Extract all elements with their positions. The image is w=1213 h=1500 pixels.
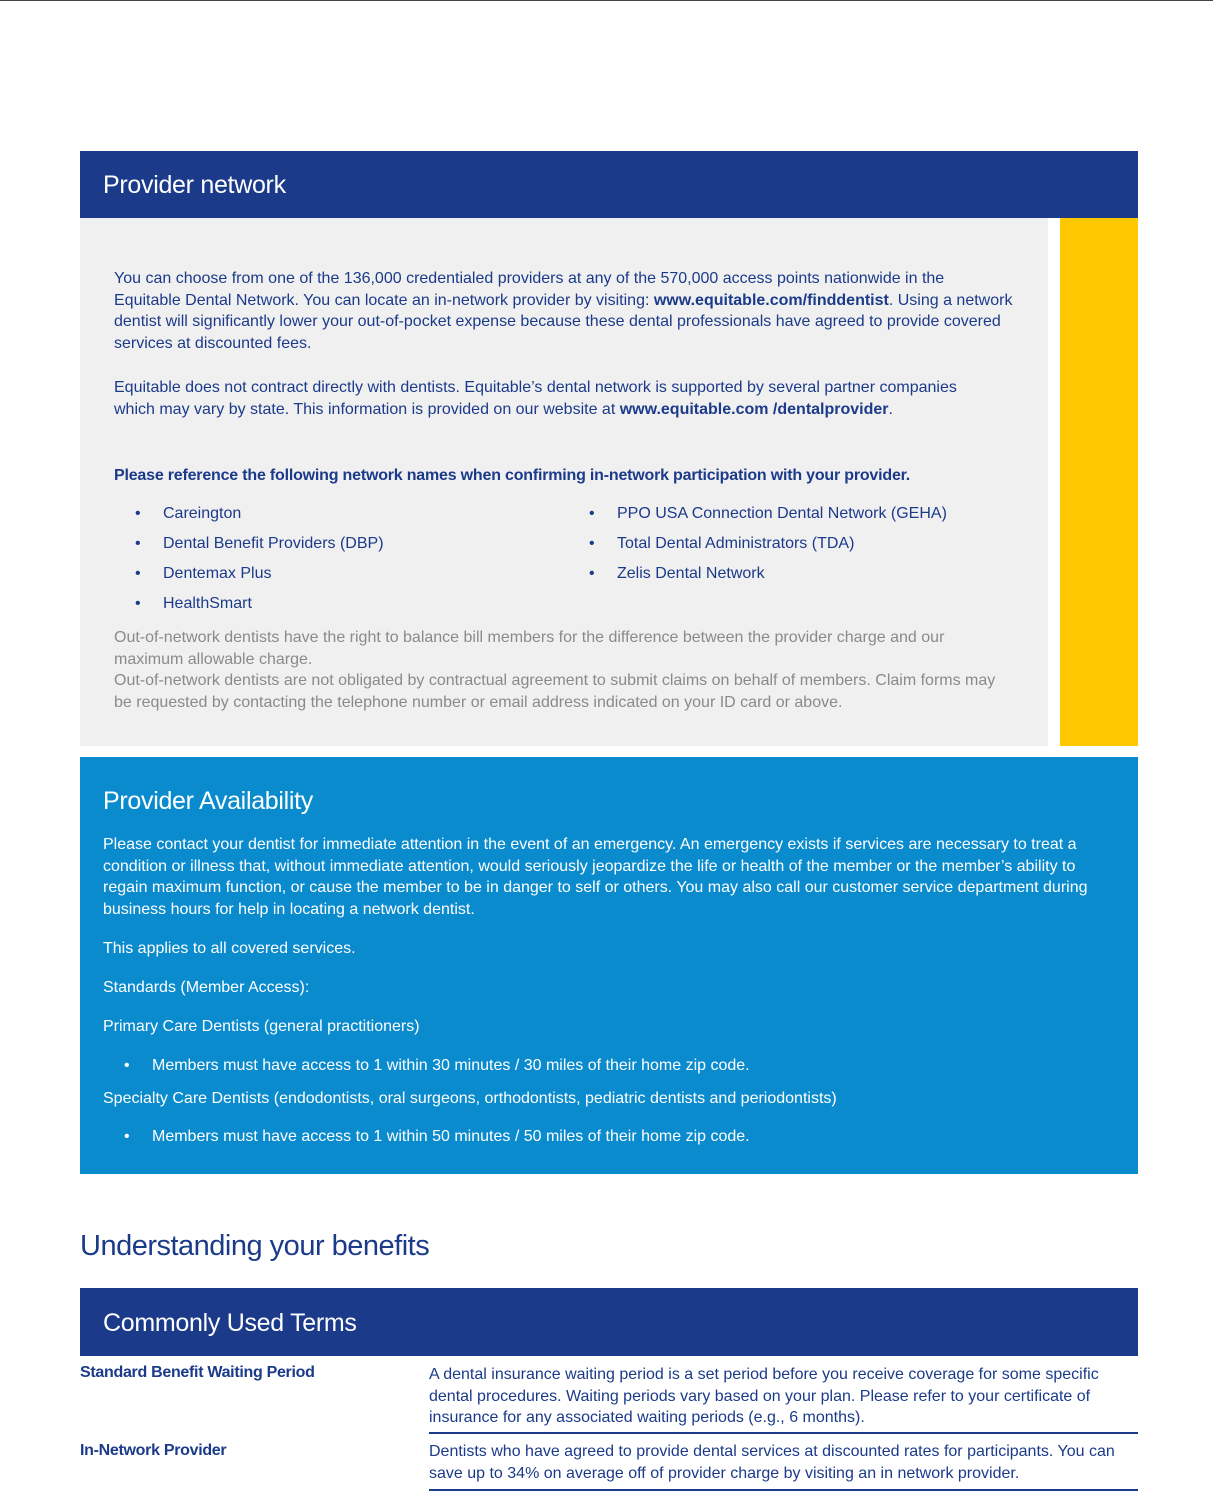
provider-availability-title: Provider Availability bbox=[103, 787, 314, 815]
list-item: • Careington bbox=[114, 504, 384, 534]
provider-network-paragraph-1: You can choose from one of the 136,000 credentialed providers at any of the 570,000 access points nationwide in the Equitable Dental Network. You can locate an in-network provider by visiting: www.equitable.com/finddentist. Using a network dentist will significantly lower your out-of-pocket expense because these dental professionals have agreed to provide covered services at discounted fees. bbox=[114, 270, 1013, 352]
list-item: • Zelis Dental Network bbox=[568, 564, 947, 594]
term-label: In-Network Provider bbox=[80, 1442, 227, 1459]
provider-network-title: Provider network bbox=[103, 171, 286, 199]
out-of-network-note-1: Out-of-network dentists have the right to balance bill members for the difference between the provider charge and our maximum allowable charge. bbox=[114, 629, 945, 668]
specialty-care-access-bullet: • Members must have access to 1 within 50 minutes / 50 miles of their home zip code. bbox=[103, 1126, 750, 1148]
primary-care-access-bullet: • Members must have access to 1 within 30 minutes / 30 miles of their home zip code. bbox=[103, 1055, 750, 1077]
dental-provider-link[interactable]: www.equitable.com /dentalprovider bbox=[619, 400, 889, 418]
specialty-care-heading: Specialty Care Dentists (endodontists, oral surgeons, orthodontists, pediatric dentists and periodontists) bbox=[103, 1090, 837, 1107]
commonly-used-terms-title: Commonly Used Terms bbox=[103, 1309, 357, 1337]
list-item: • PPO USA Connection Dental Network (GEHA) bbox=[568, 504, 947, 534]
understanding-benefits-title: Understanding your benefits bbox=[80, 1230, 430, 1262]
network-names-instruction: Please reference the following network names when confirming in-network participation with your provider. bbox=[114, 467, 911, 484]
list-item: • Dentemax Plus bbox=[114, 564, 384, 594]
network-list-left bbox=[114, 504, 384, 624]
commonly-used-terms-header bbox=[80, 1288, 1138, 1356]
top-rule bbox=[0, 0, 1213, 1]
list-item: • Dental Benefit Providers (DBP) bbox=[114, 534, 384, 564]
provider-availability-panel bbox=[80, 757, 1138, 1174]
covered-services-note: This applies to all covered services. bbox=[103, 940, 356, 957]
list-item: • Total Dental Administrators (TDA) bbox=[568, 534, 947, 564]
yellow-accent-bar bbox=[1060, 218, 1138, 746]
primary-care-heading: Primary Care Dentists (general practitioners) bbox=[103, 1018, 420, 1035]
standards-heading: Standards (Member Access): bbox=[103, 979, 310, 996]
out-of-network-note-2: Out-of-network dentists are not obligated by contractual agreement to submit claims on behalf of members. Claim forms may be requested by contacting the telephone number or email address indicated on your ID card or above. bbox=[114, 672, 996, 711]
term-definition: Dentists who have agreed to provide dental services at discounted rates for participants. You can save up to 34% on average off of provider charge by visiting an in network provider. bbox=[429, 1441, 1138, 1491]
term-label: Standard Benefit Waiting Period bbox=[80, 1364, 315, 1381]
emergency-paragraph: Please contact your dentist for immediate attention in the event of an emergency. An emergency exists if services are necessary to treat a condition or illness that, without immediate attention, would seriously jeopardize the life or health of the member or the member’s ability to regain maximum function, or cause the member to be in danger to self or others. You may also call our customer service department during business hours for help in locating a network dentist. bbox=[103, 836, 1088, 918]
find-dentist-link[interactable]: www.equitable.com/finddentist bbox=[653, 291, 889, 309]
provider-network-header bbox=[80, 151, 1138, 218]
list-item: • HealthSmart bbox=[114, 594, 384, 624]
provider-network-paragraph-2: Equitable does not contract directly with dentists. Equitable’s dental network is supported by several partner companies which may vary by state. This information is provided on our website at www.equitable.com /dentalprovider. bbox=[114, 379, 957, 418]
network-list-right bbox=[568, 504, 947, 594]
term-definition: A dental insurance waiting period is a set period before you receive coverage for some specific dental procedures. Waiting periods vary based on your plan. Please refer to your certificate of insurance for any associated waiting periods (e.g., 6 months). bbox=[429, 1364, 1138, 1434]
